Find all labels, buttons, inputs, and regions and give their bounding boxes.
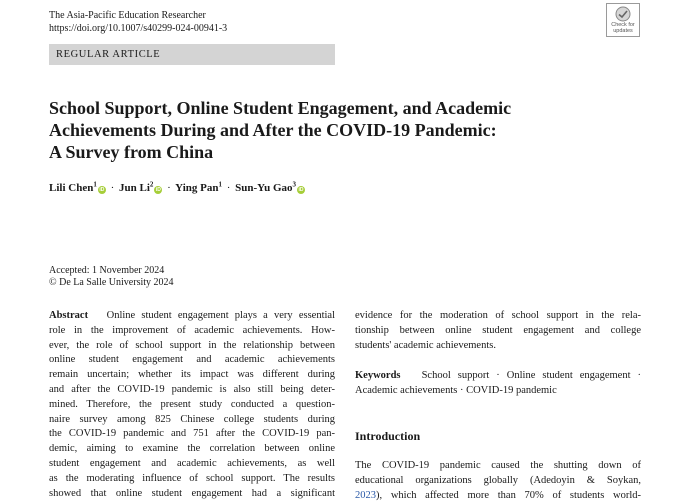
author-affiliation: 1 (93, 180, 97, 189)
doi-link[interactable] (49, 22, 227, 35)
check-for-updates-badge[interactable] (606, 3, 640, 37)
orcid-icon[interactable]: iD (99, 187, 105, 193)
abstract-line: ever, the role of school support in the relationship between (49, 339, 335, 351)
author-name: Sun-Yu Gao (235, 182, 293, 194)
abstract-line: remain uncertain; whether its impact was different during (49, 369, 335, 381)
author-affiliation: 1 (218, 180, 222, 189)
abstract-line: the COVID-19 pandemic and 751 after the COVID-19 pan- (49, 428, 335, 440)
check-updates-line2: updates (613, 28, 633, 34)
check-updates-icon (612, 6, 634, 22)
abstract-label: Abstract (49, 310, 89, 321)
abstract-line: naire survey among 825 Chinese college students during (49, 413, 335, 425)
accepted-date: Accepted: 1 November 2024 (49, 265, 165, 276)
abstract-line: student engagement and academic achievements, as well (49, 457, 335, 469)
doi-anchor[interactable]: https://doi.org/10.1007/s40299-024-00941-3 (49, 23, 228, 34)
author-name: Ying Pan (175, 182, 219, 194)
title-line: School Support, Online Student Engagement, and Academic (49, 98, 512, 118)
keywords-block (355, 369, 641, 399)
abstract-line: online student engagement and academic achievements (49, 354, 335, 366)
article-title (49, 97, 569, 163)
author-name: Jun Li (119, 182, 150, 194)
author-list (49, 181, 305, 195)
keywords-line: Academic achievements · COVID-19 pandemic (355, 384, 557, 396)
abstract-line: evidence for the moderation of school support in the rela- (355, 310, 641, 321)
abstract-line: role in the improvement of academic achievements. How- (49, 324, 335, 336)
orcid-icon[interactable]: iD (155, 187, 161, 193)
citation-link[interactable]: 2023 (355, 489, 376, 501)
article-type-banner (49, 44, 335, 65)
abstract-line: demic, aiming to examine the correlation between online (49, 443, 335, 455)
author-separator: · (110, 182, 115, 194)
intro-line: The COVID-19 pandemic caused the shutting down of (355, 460, 641, 471)
intro-line (355, 489, 641, 504)
introduction-text (355, 459, 641, 503)
copyright-notice: © De La Salle University 2024 (49, 277, 174, 288)
abstract-line: showed that online student engagement had a significant (49, 487, 335, 499)
orcid-icon[interactable]: iD (298, 187, 304, 193)
intro-line: educational organizations globally (Adedoyin & Soykan, (355, 474, 641, 486)
journal-name: The Asia-Pacific Education Researcher (49, 10, 206, 21)
author-separator: · (226, 182, 231, 194)
abstract-line (49, 309, 335, 324)
author-affiliation: 2 (149, 180, 154, 189)
title-line: Achievements During and After the COVID-19 Pandemic: (49, 120, 497, 140)
abstract-block (49, 309, 335, 501)
abstract-line: and after the COVID-19 pandemic is also still being deter- (49, 383, 335, 395)
abstract-continued (355, 309, 641, 353)
keywords-line (355, 369, 641, 384)
introduction-heading: Introduction (355, 429, 421, 443)
keywords-label: Keywords (355, 370, 401, 381)
author-affiliation: 3 (292, 180, 296, 189)
abstract-line: mined. Therefore, the present study conducted a question- (49, 398, 335, 410)
abstract-line: as the moderating influence of school support. The results (49, 472, 335, 484)
intro-line-text: ), which affected more than 70% of students world- (376, 489, 641, 501)
abstract-text: Online student engagement plays a very essential (106, 310, 335, 321)
keywords-text: School support · Online student engagement · (421, 370, 642, 381)
check-updates-line1: Check for (611, 22, 635, 28)
title-line: A Survey from China (49, 142, 214, 162)
article-type-label: REGULAR ARTICLE (56, 49, 161, 60)
abstract-line: tionship between online student engagement and college (355, 324, 641, 336)
author-name: Lili Chen (49, 182, 94, 194)
abstract-line: students' academic achievements. (355, 339, 496, 351)
author-separator: · (167, 182, 171, 194)
